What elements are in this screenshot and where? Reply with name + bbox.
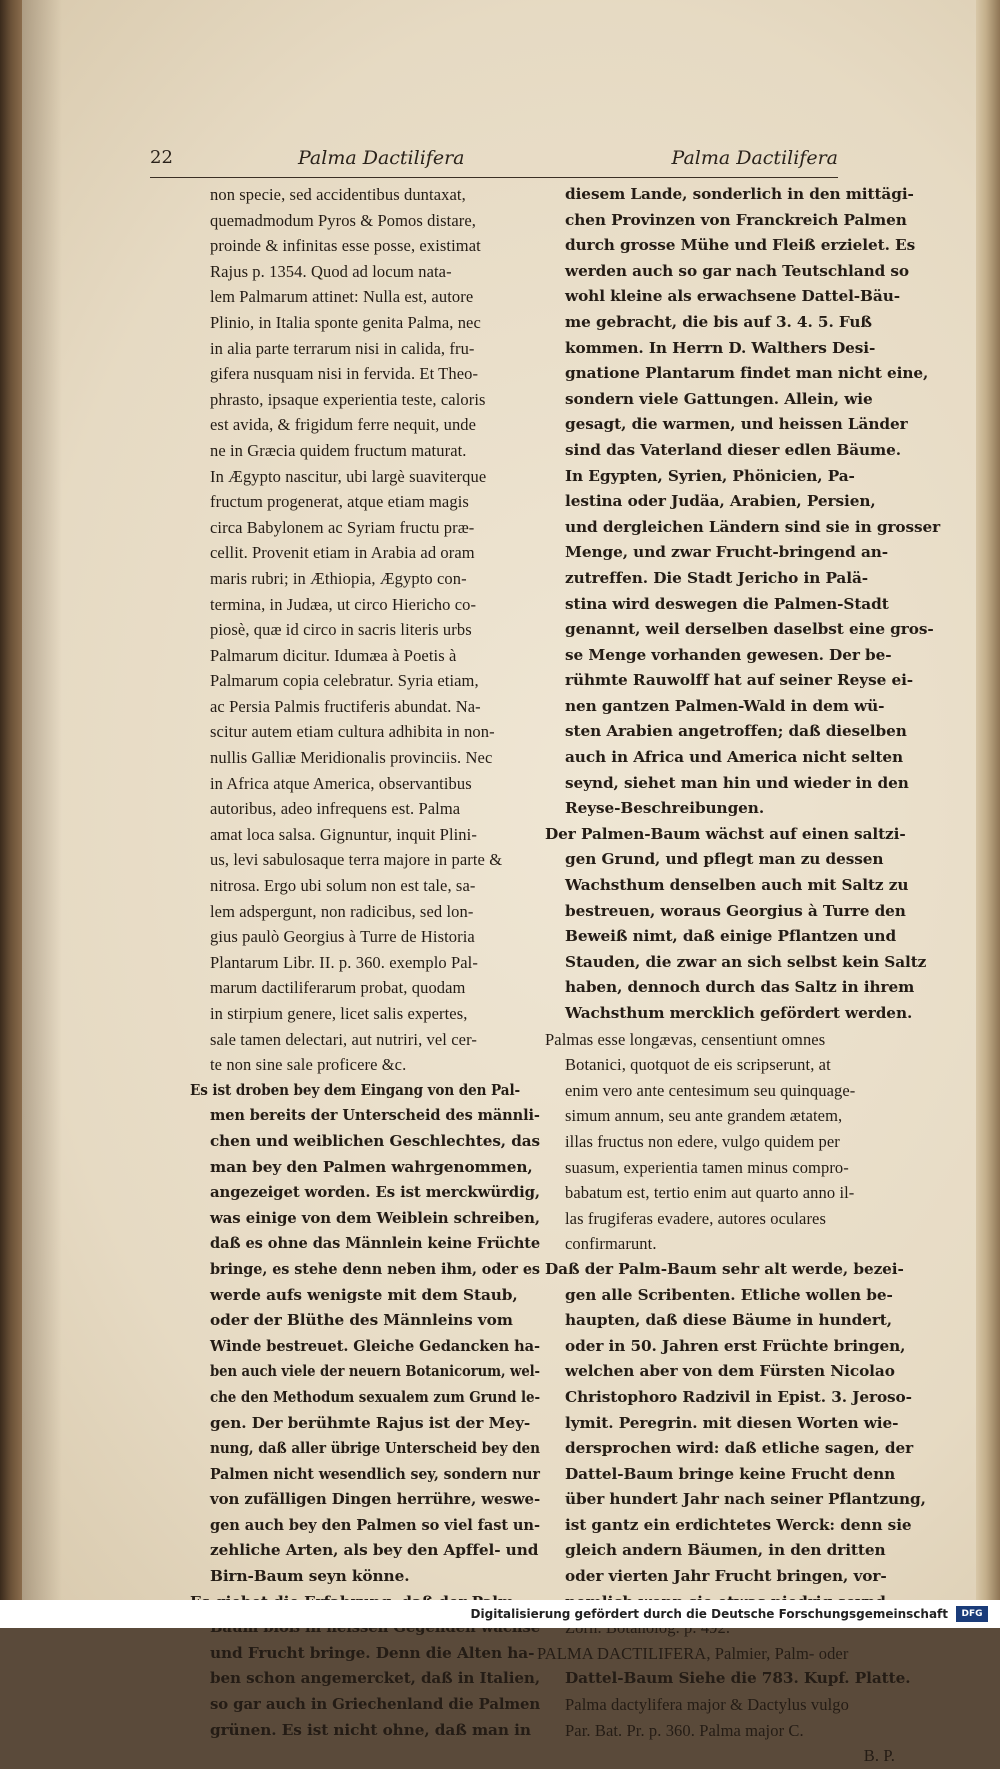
text-line: Botanici, quotquot de eis scripserunt, at [565,1055,831,1075]
text-line: was einige von dem Weiblein schreiben, [210,1208,540,1227]
text-line: nitrosa. Ergo ubi solum non est tale, sa- [210,876,476,896]
text-line: fructum progenerat, atque etiam magis [210,492,469,512]
text-line: me gebracht, die bis auf 3. 4. 5. Fuß [565,312,872,331]
text-line: oder in 50. Jahren erst Früchte bringen, [565,1336,906,1355]
text-line: Birn-Baum seyn könne. [210,1567,410,1586]
right-text-column [537,182,965,1769]
text-line: maris rubri; in Æthiopia, Ægypto con- [210,568,467,588]
text-line: quemadmodum Pyros & Pomos distare, [210,210,477,230]
text-line: suasum, experientia tamen minus compro- [565,1157,849,1177]
text-line: ben schon angemercket, daß in Italien, [210,1669,540,1688]
text-line: Es ist droben bey dem Eingang von den Pal- [190,1080,521,1099]
text-line: gesagt, die warmen, und heissen Länder [565,415,908,434]
text-line: ac Persia Palmis fructiferis abundat. Na- [210,696,481,716]
text-line: Daß der Palm-Baum sehr alt werde, bezei- [545,1259,904,1278]
text-line: Menge, und zwar Frucht-bringend an- [565,543,889,562]
text-line: chen und weiblichen Geschlechtes, das [210,1131,540,1150]
text-line: est avida, & frigidum ferre nequit, unde [210,415,477,435]
text-line: gius paulò Georgius à Turre de Historia [210,927,475,947]
text-line: Wachsthum denselben auch mit Saltz zu [565,876,909,895]
text-line: kommen. In Herrn D. Walthers Desi- [565,338,876,357]
page-header [150,143,838,178]
text-line: angezeiget worden. Es ist merckwürdig, [210,1183,541,1202]
text-line: grünen. Es ist nicht ohne, daß man in [210,1720,531,1739]
text-line: von zufälligen Dingen herrühre, weswe- [210,1490,541,1509]
text-line: rühmte Rauwolff hat auf seiner Reyse ei- [565,671,914,690]
text-line: sondern viele Gattungen. Allein, wie [565,389,873,408]
text-line: Dattel-Baum Siehe die 783. Kupf. Platte. [565,1669,911,1688]
text-line: Palmen nicht wesendlich sey, sondern nur [210,1464,540,1483]
text-line: sind das Vaterland dieser edlen Bäume. [565,440,902,459]
text-line: gen Grund, und pflegt man zu dessen [565,850,884,869]
text-line: Plantarum Libr. II. p. 360. exemplo Pal- [210,952,478,972]
text-line: in Africa atque America, observantibus [210,773,472,793]
text-line: Palmas esse longævas, censentiunt omnes [545,1029,826,1049]
text-line: lem adspergunt, non radicibus, sed lon- [210,901,474,921]
text-line: gen. Der berühmte Rajus ist der Mey- [210,1413,531,1432]
text-line: Beweiß nimt, daß einige Pflantzen und [565,927,897,946]
text-line: bringe, es stehe denn neben ihm, oder es [210,1259,540,1278]
text-line: marum dactiliferarum probat, quodam [210,978,466,998]
text-line: werden auch so gar nach Teutschland so [565,261,910,280]
text-line: lem Palmarum attinet: Nulla est, autore [210,287,474,307]
text-line: illas fructus non edere, vulgo quidem per [565,1131,840,1151]
text-line: lestina oder Judäa, Arabien, Persien, [565,492,876,511]
text-line: Winde bestreuet. Gleiche Gedancken ha- [210,1336,540,1355]
text-line: ist gantz ein erdichtetes Werck: denn sie [565,1515,912,1534]
text-line: zutreffen. Die Stadt Jericho in Palä- [565,568,869,587]
text-line: und Frucht bringe. Denn die Alten ha- [210,1643,535,1662]
text-line: seynd, siehet man hin und wieder in den [565,773,909,792]
text-line: las frugiferas evadere, autores oculares [565,1208,826,1228]
left-text-column [190,182,541,1743]
page-number: 22 [150,147,173,168]
text-line: PALMA DACTILIFERA, Palmier, Palm- oder [537,1643,849,1663]
text-line: ben auch viele der neuern Botanicorum, wel- [210,1362,540,1381]
text-line: lymit. Peregrin. mit diesen Worten wie- [565,1413,899,1432]
text-line: nen gantzen Palmen-Wald in dem wü- [565,696,885,715]
text-line: ne in Græcia quidem fructum maturat. [210,440,467,460]
text-line: phrasto, ipsaque experientia teste, caloris [210,389,486,409]
text-line: Plinio, in Italia sponte genita Palma, nec [210,312,481,332]
text-line: daß es ohne das Männlein keine Früchte [210,1234,541,1253]
text-line: wohl kleine als erwachsene Dattel-Bäu- [565,287,900,306]
text-line: enim vero ante centesimum seu quinquage- [565,1080,856,1100]
text-line: haben, dennoch durch das Saltz in ihrem [565,978,915,997]
text-line: chen Provinzen von Franckreich Palmen [565,210,907,229]
text-line: zehliche Arten, als bey den Apffel- und [210,1541,539,1560]
text-line: babatum est, tertio enim aut quarto anno il- [565,1183,855,1203]
text-line: haupten, daß diese Bäume in hundert, [565,1311,892,1330]
running-title-left: Palma Dactilifera [298,147,465,169]
text-line: Der Palmen-Baum wächst auf einen saltzi- [545,824,906,843]
text-line: us, levi sabulosaque terra majore in parte & [210,850,503,870]
text-line: nung, daß aller übrige Unterscheid bey den [210,1439,540,1458]
text-line: che den Methodum sexualem zum Grund le- [210,1387,541,1406]
text-line: dersprochen wird: daß etliche sagen, der [565,1439,914,1458]
text-line: in alia parte terrarum nisi in calida, fru- [210,338,475,358]
text-line: confirmarunt. [565,1234,657,1254]
text-line: Palmarum dicitur. Idumæa à Poetis à [210,645,457,665]
text-line: gifera nusquam nisi in fervida. Et Theo- [210,364,479,384]
text-line: B. P. [863,1746,895,1766]
text-line: In Egypten, Syrien, Phönicien, Pa- [565,466,855,485]
text-line: Rajus p. 1354. Quod ad locum nata- [210,261,452,281]
text-line: Christophoro Radzivil in Epist. 3. Jeroso- [565,1387,912,1406]
text-line: welchen aber von dem Fürsten Nicolao [565,1362,895,1381]
text-line: gleich andern Bäumen, in den dritten [565,1541,886,1560]
text-line: durch grosse Mühe und Fleiß erzielet. Es [565,236,916,255]
text-line: auch in Africa und America nicht selten [565,748,904,767]
digitization-footer [0,1600,1000,1628]
text-line: so gar auch in Griechenland die Palmen [210,1695,541,1714]
text-line: Palma dactylifera major & Dactylus vulgo [565,1695,849,1715]
text-line: Par. Bat. Pr. p. 360. Palma major C. [565,1720,804,1740]
text-line: diesem Lande, sonderlich in den mittägi- [565,185,914,203]
text-line: In Ægypto nascitur, ubi largè suaviterque [210,466,487,486]
text-line: scitur autem etiam cultura adhibita in non- [210,722,495,742]
text-line: Stauden, die zwar an sich selbst kein Saltz [565,952,927,971]
text-line: non specie, sed accidentibus duntaxat, [210,185,466,204]
page-gutter-shadow [22,0,62,1600]
running-title-right: Palma Dactilifera [671,147,838,169]
text-line: autoribus, adeo infrequens est. Palma [210,799,461,819]
text-line: sale tamen delectari, aut nutriri, vel cer- [210,1029,477,1049]
text-line: in stirpium genere, licet salis expertes, [210,1004,468,1023]
text-line: se Menge vorhanden gewesen. Der be- [565,645,892,664]
book-binding-edge [0,0,22,1628]
text-line: circa Babylonem ac Syriam fructu præ- [210,517,475,537]
page-stack-edge [976,0,1000,1628]
text-line: piosè, quæ id circo in sacris literis urbs [210,620,472,640]
text-line: amat loca salsa. Gignuntur, inquit Plini- [210,824,477,844]
text-line: und dergleichen Ländern sind sie in grosser [565,517,941,536]
text-line: oder vierten Jahr Frucht bringen, vor- [565,1567,887,1586]
dfg-logo: DFG [956,1606,988,1622]
text-line: stina wird deswegen die Palmen-Stadt [565,594,889,613]
text-line: men bereits der Unterscheid des männli- [210,1106,540,1125]
text-line: nullis Galliæ Meridionalis provinciis. Nec [210,748,493,768]
text-line: Dattel-Baum bringe keine Frucht denn [565,1464,896,1483]
text-line: termina, in Judæa, ut circo Hiericho co- [210,594,477,614]
text-line: gen alle Scribenten. Etliche wollen be- [565,1285,893,1304]
text-line: oder der Blüthe des Männleins vom [210,1311,513,1330]
text-line: genannt, weil derselben daselbst eine gros- [565,620,934,639]
text-line: te non sine sale proficere &c. [210,1055,407,1075]
text-line: proinde & infinitas esse posse, existimat [210,236,481,256]
text-line: Wachsthum mercklich geförde​rt werden. [565,1004,913,1022]
text-line: werde aufs wenigste mit dem Staub, [210,1285,518,1304]
footer-credit-text: Digitalisierung gefördert durch die Deutsche Forschungsgemeinschaft [470,1607,948,1621]
text-line: simum annum, seu ante grandem ætatem, [565,1106,843,1126]
text-line: Palmarum copia celebratur. Syria etiam, [210,671,479,691]
text-line: man bey den Palmen wahrgenommen, [210,1157,533,1176]
text-line: Reyse-Beschreibungen. [565,799,765,818]
text-line: gen auch bey den Palmen so viel fast un- [210,1515,540,1534]
text-line: über hundert Jahr nach seiner Pflantzung, [565,1490,926,1509]
text-line: cellit. Provenit etiam in Arabia ad oram [210,543,475,563]
text-line: gnatione Plantarum findet man nicht eine, [565,364,929,383]
text-line: bestreuen, woraus Georgius à Turre den [565,901,906,920]
text-line: sten Arabien angetroffen; daß dieselben [565,722,907,741]
